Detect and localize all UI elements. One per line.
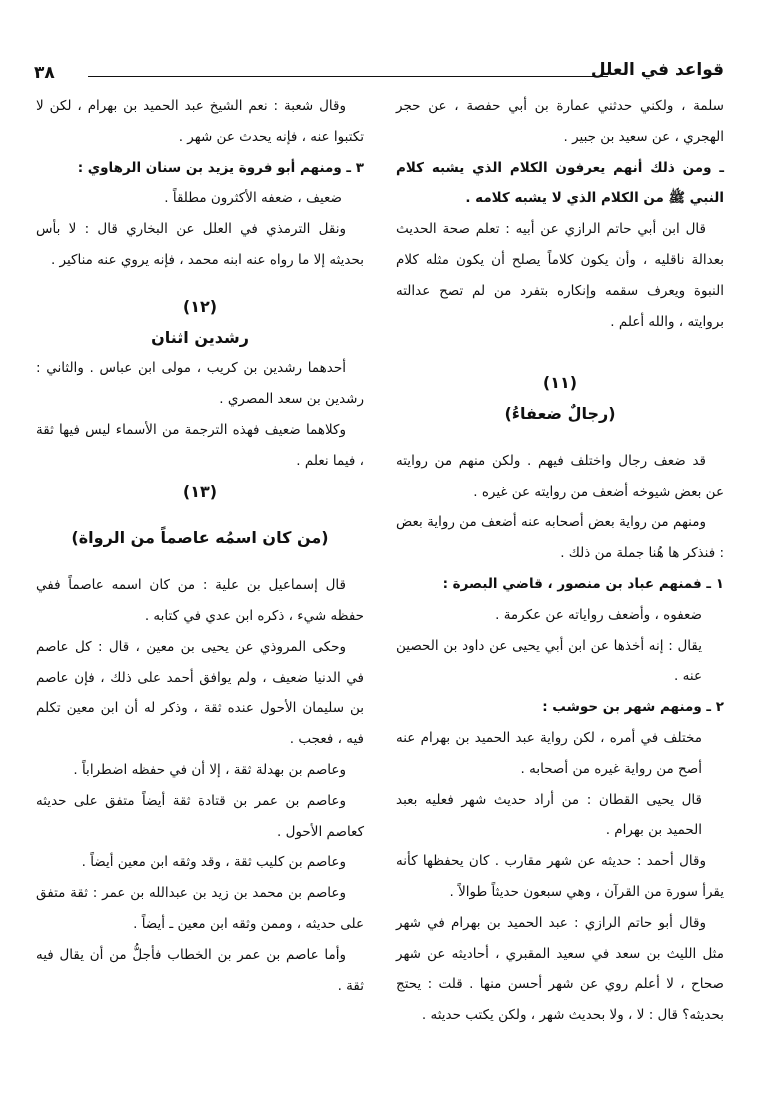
paragraph: ونقل الترمذي في العلل عن البخاري قال : لا بأس بحديثه إلا ما رواه عنه ابنه محمد ، فإنه يروي عنه مناكير . [36, 221, 364, 268]
paragraph: مختلف في أمره ، لكن رواية عبد الحميد بن بهرام عنه أصح من رواية غيره من أصحابه . [396, 729, 702, 777]
paragraph: قال يحيى القطان : من أراد حديث شهر فعليه بعبد الحميد بن بهرام . [396, 791, 702, 839]
paragraph: وقال أحمد : حديثه عن شهر مقارب . كان يحفظها كأنه يقرأ سورة من القرآن ، وهي سبعون حديثاً طوالاً . [396, 853, 724, 900]
paragraph: ضعيف ، ضعفه الأكثرون مطلقاً . [164, 190, 342, 207]
section-number: (١١) [542, 373, 578, 393]
paragraph: يقال : إنه أخذها عن ابن أبي يحيى عن داود بن الحصين عنه . [396, 637, 702, 685]
section-number: (١٢) [182, 296, 218, 316]
paragraph: أحدهما رشدين بن كريب ، مولى ابن عباس . والثاني : رشدين بن سعد المصري . [36, 360, 364, 408]
list-item-heading: ١ ـ فمنهم عباد بن منصور ، قاضي البصرة : [442, 575, 724, 592]
spacer [36, 276, 364, 292]
paragraph: سلمة ، ولكني حدثني عمارة بن أبي حفصة ، عن حجر الهجري ، عن سعيد بن جبير . [396, 98, 724, 145]
paragraph: ومنهم من رواية بعض أصحابه عنه أضعف من رواية بعض : فنذكر ها هُنا جملة من ذلك . [396, 514, 724, 562]
paragraph: قال ابن أبي حاتم الرازي عن أبيه : تعلم صحة الحديث بعدالة ناقليه ، وأن يكون كلاماً يصلح أن يكون مثله كلام النبوة ويعرف سقمه وإنكاره بتفرد من لم تصح عدالته بروايته ، والله أعلم . [396, 221, 724, 330]
section-title: رشدين اثنان [151, 327, 249, 347]
paragraph: وكلاهما ضعيف فهذه الترجمة من الأسماء ليس فيها ثقة ، فيما نعلم . [36, 421, 364, 469]
spacer [36, 507, 364, 523]
paragraph: وحكى المروذي عن يحيى بن معين ، قال : كل عاصم في الدنيا ضعيف ، ولم يوافق أحمد على ذلك ، فإن عاصم بن سليمان الأحول عنده ثقة ، وذكر له أن ابن معين تكلم فيه ، فعجب . [36, 638, 364, 748]
paragraph: وقال شعبة : نعم الشيخ عبد الحميد بن بهرام ، لكن لا تكتبوا عنه ، فإنه يحدث عن شهر . [36, 98, 364, 145]
section-number: (١٣) [182, 481, 218, 501]
left-column [36, 91, 364, 1001]
right-column [396, 91, 724, 1031]
page-number: ٣٨ [34, 63, 55, 83]
spacer [36, 554, 364, 570]
list-item-heading: ٣ ـ ومنهم أبو فروة يزيد بن سنان الرهاوي : [77, 159, 364, 176]
running-title: قواعد في العلل [590, 60, 724, 80]
header-rule [88, 76, 608, 77]
paragraph: ضعفوه ، وأضعف رواياته عن عكرمة . [495, 606, 702, 623]
list-item-heading: ٢ ـ ومنهم شهر بن حوشب : [542, 699, 724, 716]
paragraph: وعاصم بن بهدلة ثقة ، إلا أن في حفظه اضطراباً . [73, 761, 346, 778]
paragraph: قال إسماعيل بن علية : من كان اسمه عاصماً ففي حفظه شيء ، ذكره ابن عدي في كتابه . [36, 577, 364, 624]
paragraph: قد ضعف رجال واختلف فيهم . ولكن منهم من روايته عن بعض شيوخه أضعف من روايته عن غيره . [396, 452, 724, 500]
paragraph: وقال أبو حاتم الرازي : عبد الحميد بن بهرام في شهر مثل الليث بن سعد في سعيد المقبري ، أحاديثه عن شهر صحاح ، لا أعلم روي عن شهر أحسن منها . قلت : يحتج بحديثه؟ قال : لا ، ولا بحديث شهر ، ولكن يكتب حديثه . [396, 914, 724, 1024]
paragraph: وعاصم بن كليب ثقة ، وقد وثقه ابن معين أيضاً . [81, 854, 346, 871]
spacer [396, 337, 724, 368]
paragraph: وعاصم بن عمر بن قتادة ثقة أيضاً متفق على حديثه كعاصم الأحول . [36, 792, 364, 840]
section-title: (من كان اسمُه عاصماً من الرواة) [71, 528, 329, 548]
paragraph: ـ ومن ذلك أنهم يعرفون الكلام الذي يشبه كلام النبي ﷺ من الكلام الذي لا يشبه كلامه . [396, 159, 724, 207]
spacer [396, 430, 724, 446]
paragraph: وعاصم بن محمد بن زيد بن عبدالله بن عمر : ثقة متفق على حديثه ، وممن وثقه ابن معين ـ أيضاً . [36, 885, 364, 932]
section-title: (رجالٌ ضعفاءُ) [504, 403, 616, 423]
paragraph: وأما عاصم بن عمر بن الخطاب فأجلُّ من أن يقال فيه ثقة . [36, 946, 364, 994]
